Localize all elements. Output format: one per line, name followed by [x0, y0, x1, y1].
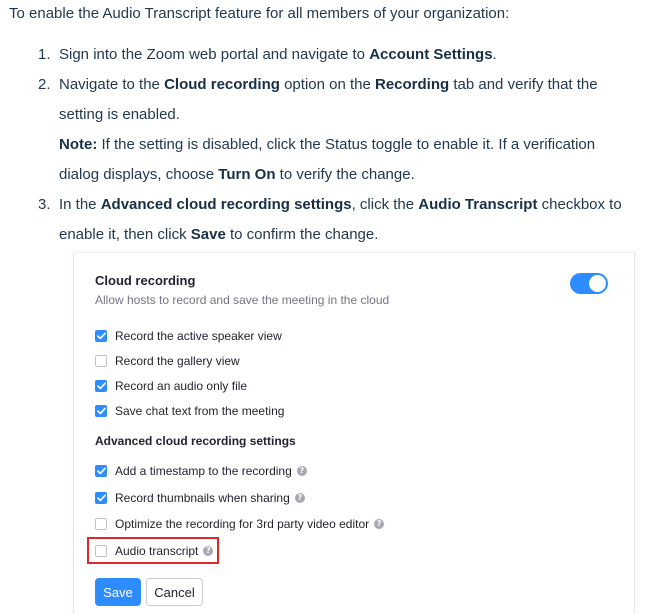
step-text: . [492, 46, 497, 63]
check-icon [97, 467, 106, 475]
step-text: enable it, then click [59, 226, 191, 243]
advanced-settings-heading: Advanced cloud recording settings [95, 434, 296, 448]
option-row[interactable] [95, 378, 247, 394]
option-label: Save chat text from the meeting [115, 404, 285, 418]
step-2 [38, 70, 649, 190]
step-text: Sign into the Zoom web portal and navigate to [59, 46, 370, 63]
step-text: , click the [351, 196, 419, 213]
save-button[interactable]: Save [95, 578, 141, 606]
highlight-box [87, 537, 219, 564]
advanced-option-checkbox[interactable] [95, 465, 107, 477]
note-text: If the setting is disabled, click the Status toggle to enable it. If a verification [97, 136, 596, 153]
check-icon [97, 494, 106, 502]
advanced-option-checkbox[interactable] [95, 518, 107, 530]
intro-text: To enable the Audio Transcript feature for all members of your organization: [9, 5, 510, 22]
advanced-option-row[interactable] [95, 490, 305, 506]
option-row[interactable] [95, 353, 240, 369]
option-row[interactable] [95, 403, 284, 419]
steps-list [38, 40, 649, 250]
advanced-option-checkbox[interactable] [95, 492, 107, 504]
advanced-option-label: Record thumbnails when sharing [115, 491, 290, 505]
note-text: dialog displays, choose [59, 166, 219, 183]
step-bold: Save [190, 226, 226, 243]
step-number: 1. [38, 46, 51, 63]
step-text: tab and verify that the [449, 76, 598, 93]
option-label: Record an audio only file [115, 379, 248, 393]
option-checkbox[interactable] [95, 405, 107, 417]
step-text: In the [59, 196, 101, 213]
help-icon[interactable]: ? [203, 546, 213, 556]
step-text: option on the [279, 76, 375, 93]
option-row[interactable] [95, 328, 282, 344]
option-label: Record the gallery view [115, 354, 240, 368]
toggle-knob [589, 275, 606, 292]
step-bold: Audio Transcript [418, 196, 538, 213]
panel-title: Cloud recording [95, 273, 196, 288]
step-3 [38, 190, 649, 250]
step-1 [38, 40, 649, 70]
check-icon [97, 407, 106, 415]
help-icon[interactable]: ? [374, 519, 384, 529]
help-icon[interactable]: ? [295, 493, 305, 503]
check-icon [97, 382, 106, 390]
step-text: setting is enabled. [59, 106, 180, 123]
step-bold: Account Settings [369, 46, 493, 63]
step-text: checkbox to [537, 196, 622, 213]
check-icon [97, 332, 106, 340]
note-label: Note: [59, 136, 98, 153]
cloud-recording-settings-panel [73, 252, 635, 614]
note-text: to verify the change. [275, 166, 415, 183]
advanced-option-label: Add a timestamp to the recording [115, 464, 292, 478]
option-checkbox[interactable] [95, 330, 107, 342]
step-bold: Cloud recording [164, 76, 280, 93]
advanced-option-label: Optimize the recording for 3rd party video editor [115, 517, 370, 531]
option-checkbox[interactable] [95, 355, 107, 367]
cancel-button[interactable]: Cancel [146, 578, 203, 606]
cloud-recording-toggle[interactable] [570, 273, 608, 294]
step-number: 2. [38, 76, 51, 93]
step-text: Navigate to the [59, 76, 165, 93]
note-bold: Turn On [218, 166, 276, 183]
panel-description: Allow hosts to record and save the meeting in the cloud [95, 293, 390, 307]
audio-transcript-label: Audio transcript [115, 544, 199, 558]
help-icon[interactable]: ? [297, 466, 307, 476]
step-text: to confirm the change. [225, 226, 379, 243]
option-label: Record the active speaker view [115, 329, 282, 343]
advanced-option-row[interactable] [95, 463, 307, 479]
step-number: 3. [38, 196, 51, 213]
option-checkbox[interactable] [95, 380, 107, 392]
step-bold: Recording [375, 76, 450, 93]
step-bold: Advanced cloud recording settings [100, 196, 352, 213]
advanced-option-row[interactable] [95, 516, 384, 532]
